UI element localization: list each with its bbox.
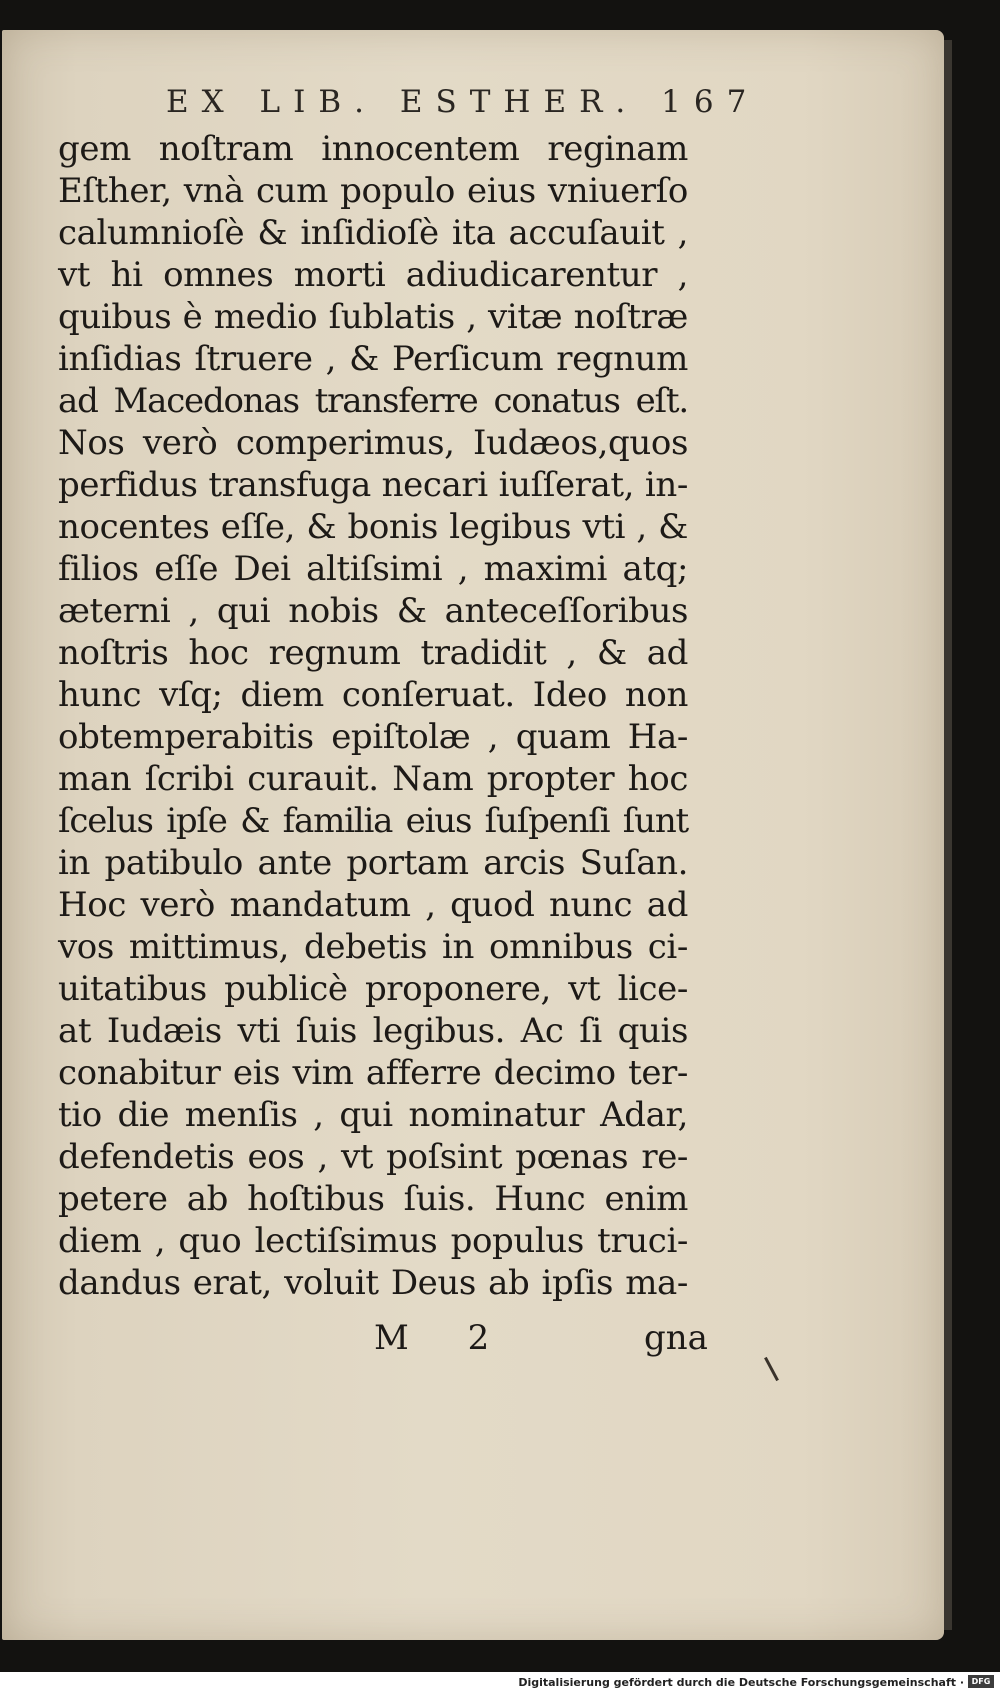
body-text (58, 128, 688, 1304)
text-line: tio die menſis , qui nominatur Adar, (58, 1095, 688, 1135)
text-line: filios eſſe Dei altiſsimi , maximi atq; (58, 549, 688, 589)
text-line: inſidias ſtruere , & Perſicum regnum (58, 339, 688, 379)
text-line: diem , quo lectiſsimus populus truci- (58, 1221, 688, 1261)
footer-credit: Digitalisierung gefördert durch die Deutsche Forschungsgemeinschaft · (518, 1676, 964, 1689)
text-line: hunc vſq; diem conſeruat. Ideo non (58, 675, 688, 715)
dfg-logo-icon: DFG (968, 1675, 994, 1688)
text-line: uitatibus publicè proponere, vt lice- (58, 969, 688, 1009)
text-line: æterni , qui nobis & anteceſſoribus (58, 591, 688, 631)
page-edge (944, 40, 952, 1630)
text-line: ſcelus ipſe & familia eius ſuſpenſi ſunt (58, 801, 688, 841)
text-line: conabitur eis vim afferre decimo ter- (58, 1053, 688, 1093)
text-line: perfidus transfuga necari iuſſerat, in- (58, 465, 688, 505)
text-line: vt hi omnes morti adiudicarentur , (58, 255, 688, 295)
text-line: ad Macedonas transferre conatus eſt. (58, 381, 688, 421)
text-line: Eſther, vnà cum populo eius vniuerſo (58, 171, 688, 211)
text-line: nocentes eſſe, & bonis legibus vti , & (58, 507, 688, 547)
text-line: defendetis eos , vt poſsint pœnas re- (58, 1137, 688, 1177)
text-line: at Iudæis vti ſuis legibus. Ac ſi quis (58, 1011, 688, 1051)
text-line: Nos verò comperimus, Iudæos,quos (58, 423, 688, 463)
text-line: quibus è medio ſublatis , vitæ noſtræ (58, 297, 688, 337)
text-line: petere ab hoſtibus ſuis. Hunc enim (58, 1179, 688, 1219)
text-line: Hoc verò mandatum , quod nunc ad (58, 885, 688, 925)
text-line: obtemperabitis epiſtolæ , quam Ha- (58, 717, 688, 757)
text-line: calumnioſè & inſidioſè ita accuſauit , (58, 213, 688, 253)
text-line: gem noſtram innocentem reginam (58, 129, 688, 169)
text-line: in patibulo ante portam arcis Suſan. (58, 843, 688, 883)
text-line: dandus erat, voluit Deus ab ipſis ma- (58, 1263, 688, 1303)
text-line: noſtris hoc regnum tradidit , & ad (58, 633, 688, 673)
running-head: EX LIB. ESTHER. 167 (166, 84, 760, 120)
signature-mark: M 2 (374, 1318, 514, 1358)
text-line: vos mittimus, debetis in omnibus ci- (58, 927, 688, 967)
text-line: man ſcribi curauit. Nam propter hoc (58, 759, 688, 799)
catchword: gna (644, 1318, 708, 1358)
